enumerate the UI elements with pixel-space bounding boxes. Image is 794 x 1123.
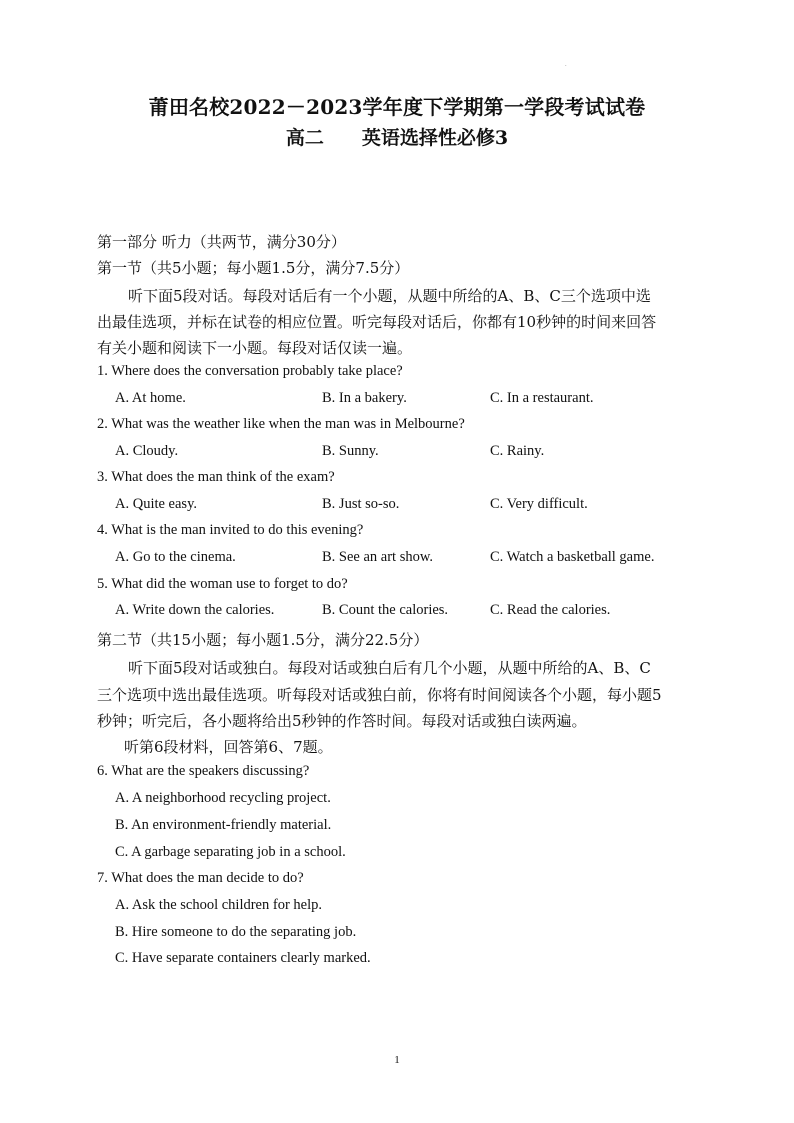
exam-title: 莆田名校2022－2023学年度下学期第一学段考试试卷: [148, 95, 646, 119]
question-stem: 1. Where does the conversation probably take place?: [97, 363, 403, 379]
option-c: C. Read the calories.: [490, 602, 611, 618]
option-c: C. Very difficult.: [490, 496, 588, 512]
section1-instruction-line: 有关小题和阅读下一小题。每段对话仅读一遍。: [97, 339, 413, 357]
corner-mark: .: [565, 62, 567, 68]
option-a: A. Go to the cinema.: [115, 549, 236, 565]
section2-instruction-line: 听下面5段对话或独白。每段对话或独白后有几个小题，从题中所给的A、B、C: [128, 659, 651, 677]
question-stem: 6. What are the speakers discussing?: [97, 763, 310, 779]
part1-heading: 第一部分 听力（共两节，满分30分）: [97, 233, 346, 251]
section2-instruction-line: 秒钟；听完后，各小题将给出5秒钟的作答时间。每段对话或独白读两遍。: [97, 712, 587, 730]
question-stem: 5. What did the woman use to forget to do?: [97, 576, 348, 592]
option-a: A. Ask the school children for help.: [115, 897, 322, 913]
option-a: A. At home.: [115, 390, 186, 406]
section1-instruction-line: 听下面5段对话。每段对话后有一个小题，从题中所给的A、B、C三个选项中选: [128, 287, 651, 305]
section1-heading: 第一节（共5小题；每小题1.5分，满分7.5分）: [97, 259, 410, 277]
material-note: 听第6段材料，回答第6、7题。: [124, 738, 333, 756]
section1-instruction-line: 出最佳选项，并标在试卷的相应位置。听完每段对话后，你都有10秒钟的时间来回答: [97, 313, 657, 331]
option-a: A. Write down the calories.: [115, 602, 275, 618]
option-a: A. Cloudy.: [115, 443, 179, 459]
question-stem: 3. What does the man think of the exam?: [97, 469, 335, 485]
option-b: B. In a bakery.: [322, 390, 407, 406]
option-b: B. Just so-so.: [322, 496, 400, 512]
option-a: A. A neighborhood recycling project.: [115, 790, 331, 806]
option-b: B. An environment-friendly material.: [115, 817, 332, 833]
option-c: C. Watch a basketball game.: [490, 549, 655, 565]
question-stem: 2. What was the weather like when the man was in Melbourne?: [97, 416, 465, 432]
question-stem: 4. What is the man invited to do this evening?: [97, 522, 364, 538]
option-c: C. In a restaurant.: [490, 390, 594, 406]
option-a: A. Quite easy.: [115, 496, 198, 512]
question-stem: 7. What does the man decide to do?: [97, 870, 304, 886]
section2-instruction-line: 三个选项中选出最佳选项。听每段对话或独白前，你将有时间阅读各个小题，每小题5: [97, 686, 662, 704]
option-b: B. Sunny.: [322, 443, 379, 459]
section2-heading: 第二节（共15小题；每小题1.5分，满分22.5分）: [97, 631, 429, 649]
exam-subtitle: 高二 英语选择性必修3: [285, 127, 509, 149]
option-b: B. See an art show.: [322, 549, 434, 565]
option-c: C. Have separate containers clearly marked.: [115, 950, 371, 966]
page-number: 1: [394, 1054, 400, 1066]
option-b: B. Count the calories.: [322, 602, 449, 618]
option-c: C. A garbage separating job in a school.: [115, 844, 346, 860]
option-c: C. Rainy.: [490, 443, 545, 459]
option-b: B. Hire someone to do the separating job.: [115, 924, 357, 940]
